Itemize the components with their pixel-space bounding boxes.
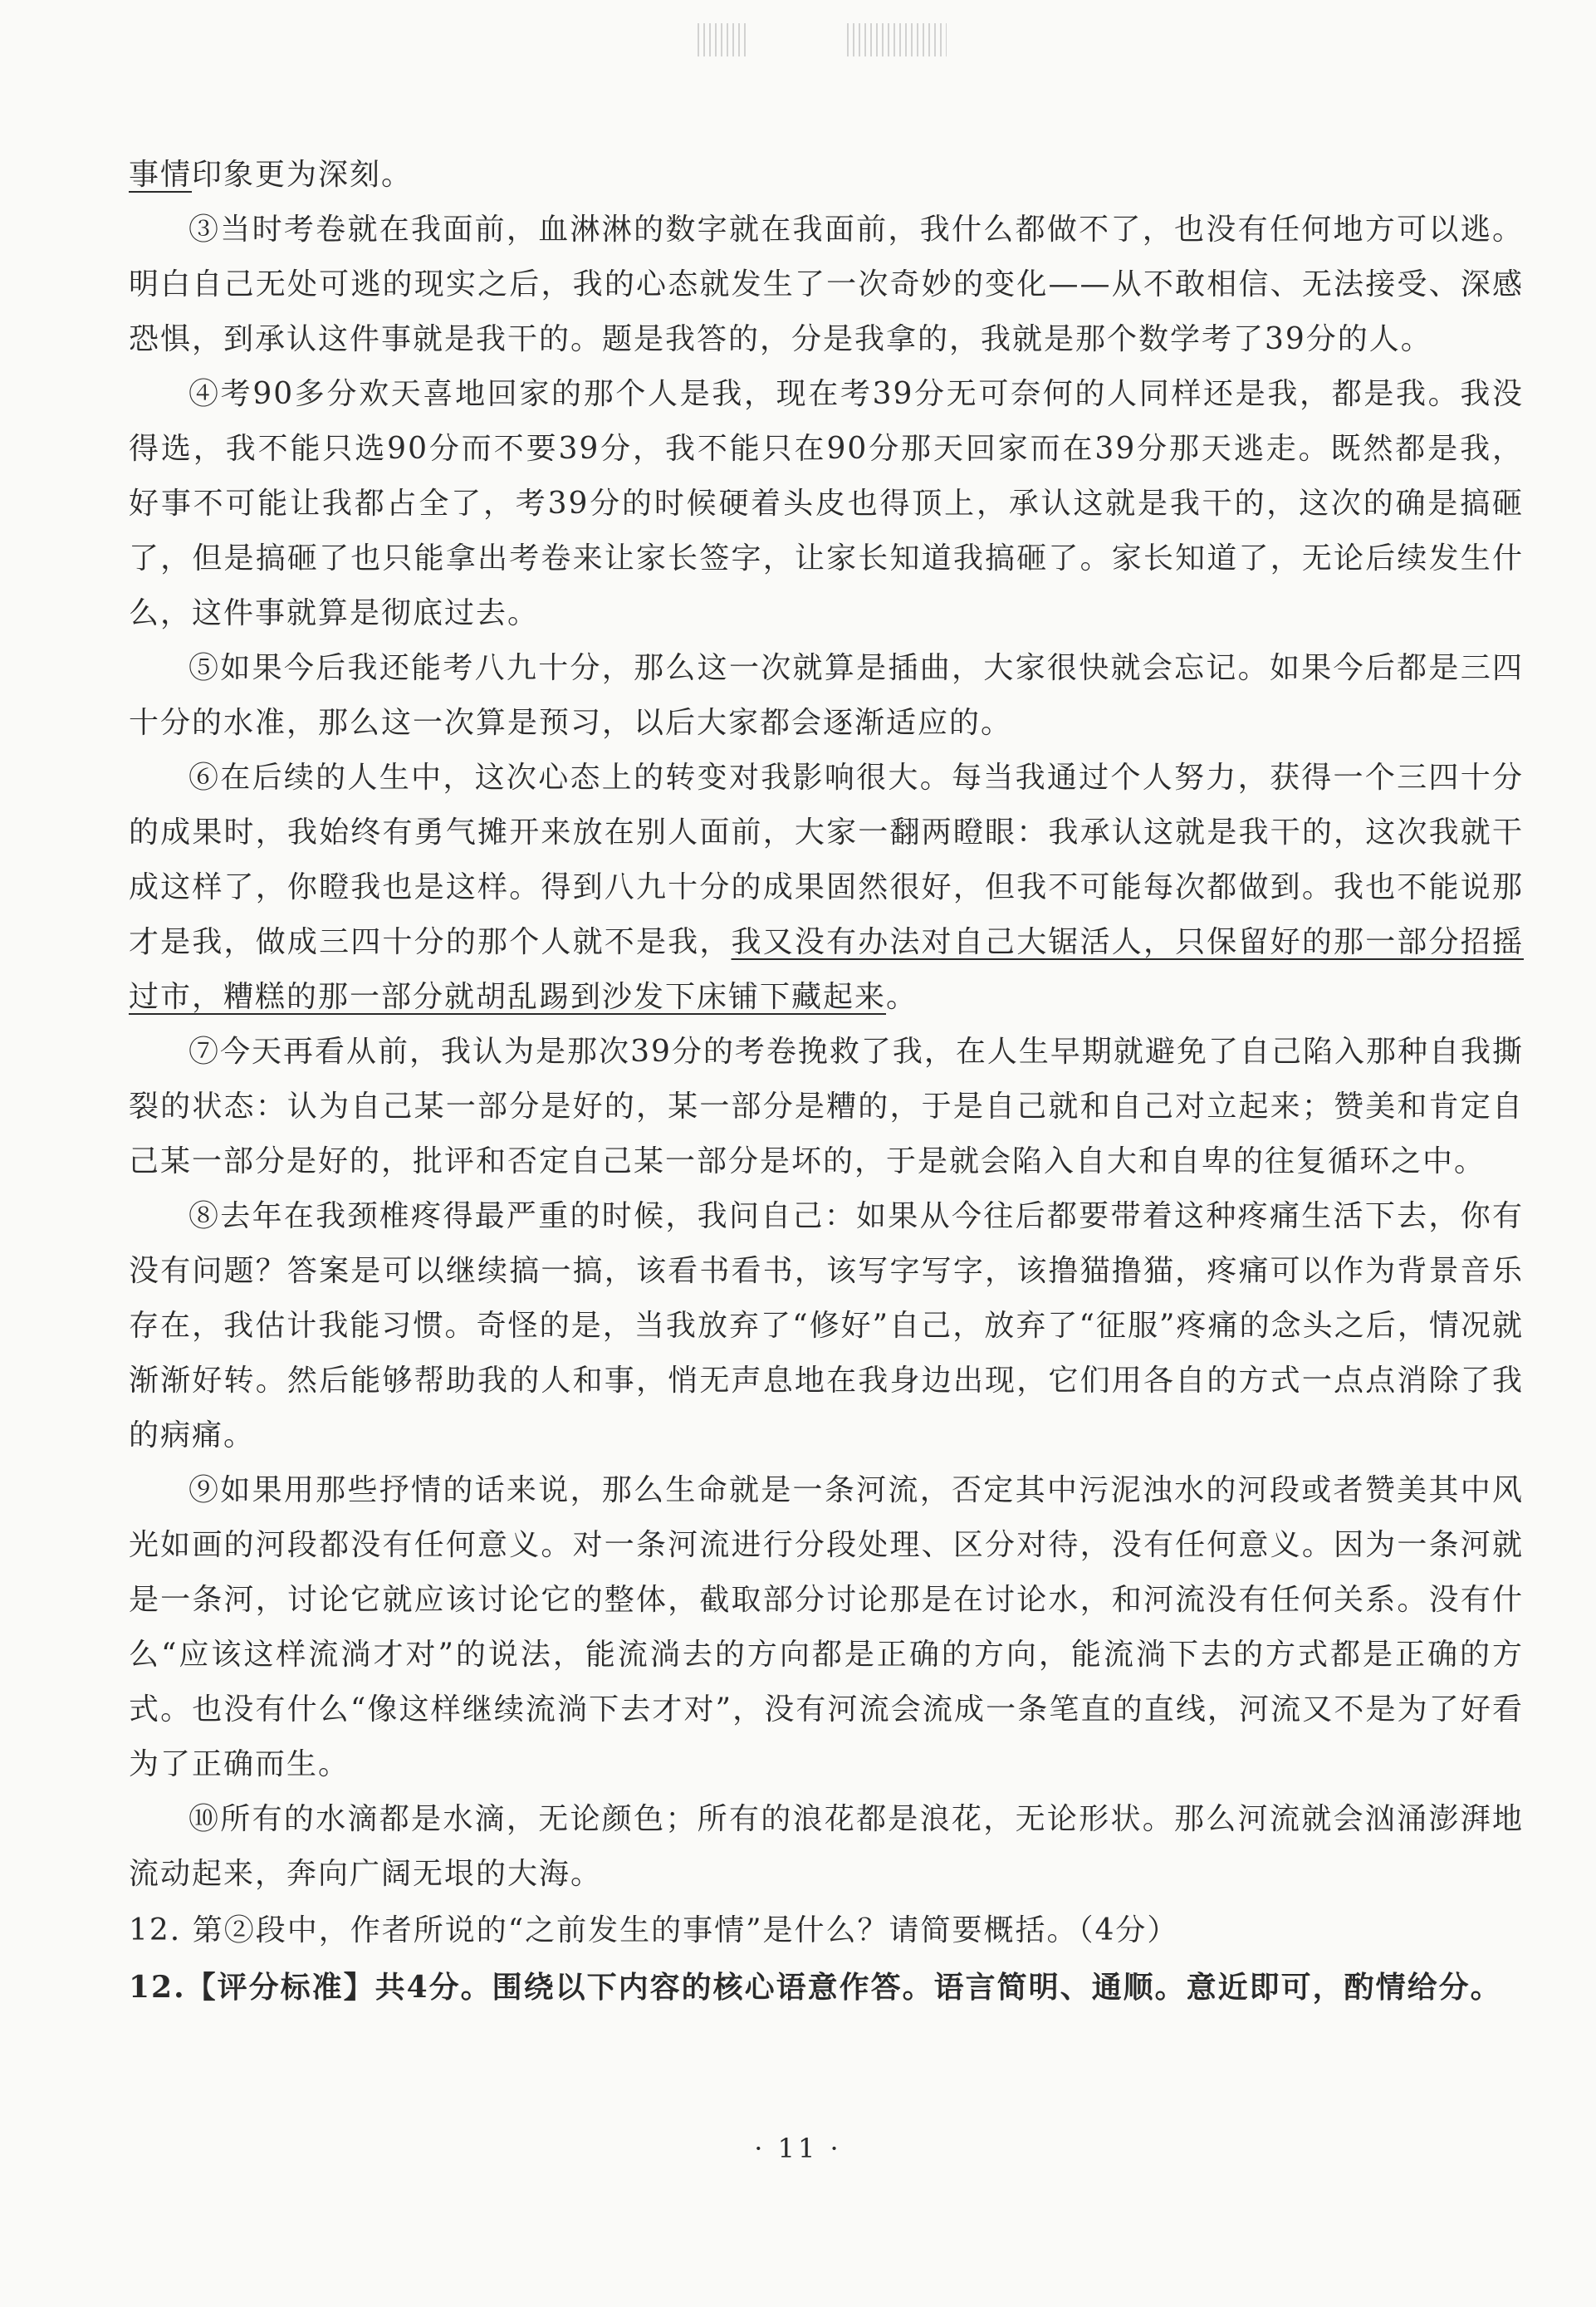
underlined-sentence: 我又没有办法对自己大锯活人，只保留好的那一部分招摇过市，糟糕的那一部分就胡乱踢到沙发下床铺下藏起来 <box>129 925 1524 1014</box>
paragraph-6 <box>129 751 1524 1025</box>
paragraph-continuation <box>129 148 1524 203</box>
paragraph-8: ⑧去年在我颈椎疼得最严重的时候，我问自己：如果从今往后都要带着这种疼痛生活下去，你有没有问题？答案是可以继续搞一搞，该看书看书，该写字写字，该撸猫撸猫，疼痛可以作为背景音乐存在，我估计我能习惯。奇怪的是，当我放弃了“修好”自己，放弃了“征服”疼痛的念头之后，情况就渐渐好转。然后能够帮助我的人和事，悄无声息地在我身边出现，它们用各自的方式一点点消除了我的病痛。 <box>129 1199 1524 1452</box>
paragraph-text: 印象更为深刻。 <box>192 158 414 192</box>
article-body <box>129 148 1524 2015</box>
scan-artifact <box>698 23 747 56</box>
paragraph-text: 。 <box>886 980 918 1014</box>
paragraph-5: ⑤如果今后我还能考八九十分，那么这一次就算是插曲，大家很快就会忘记。如果今后都是三四十分的水准，那么这一次算是预习，以后大家都会逐渐适应的。 <box>129 651 1524 740</box>
paragraph-9: ⑨如果用那些抒情的话来说，那么生命就是一条河流，否定其中污泥浊水的河段或者赞美其中风光如画的河段都没有任何意义。对一条河流进行分段处理、区分对待，没有任何意义。因为一条河就是一条河，讨论它就应该讨论它的整体，截取部分讨论那是在讨论水，和河流没有任何关系。没有什么“应该这样流淌才对”的说法，能流淌去的方向都是正确的方向，能流淌下去的方式都是正确的方式。也没有什么“像这样继续流淌下去才对”，没有河流会流成一条笔直的直线，河流又不是为了好看为了正确而生。 <box>129 1473 1524 1781</box>
underlined-fragment: 事情 <box>129 158 193 192</box>
paragraph-7: ⑦今天再看从前，我认为是那次39分的考卷挽救了我，在人生早期就避免了自己陷入那种自我撕裂的状态：认为自己某一部分是好的，某一部分是糟的，于是自己就和自己对立起来；赞美和肯定自己某一部分是好的，批评和否定自己某一部分是坏的，于是就会陷入自大和自卑的往复循环之中。 <box>129 1035 1524 1178</box>
paragraph-text: ⑥在后续的人生中，这次心态上的转变对我影响很大。每当我通过个人努力，获得一个三四十分的成果时，我始终有勇气摊开来放在别人面前，大家一翻两瞪眼：我承认这就是我干的，这次我就干成这样了，你瞪我也是这样。得到八九十分的成果固然很好，但我不可能每次都做到。我也不能说那才是我，做成三四十分的那个人就不是我， <box>129 761 1524 959</box>
paragraph-4: ④考90多分欢天喜地回家的那个人是我，现在考39分无可奈何的人同样还是我，都是我。我没得选，我不能只选90分而不要39分，我不能只在90分那天回家而在39分那天逃走。既然都是我，好事不可能让我都占全了，考39分的时候硬着头皮也得顶上，承认这就是我干的，这次的确是搞砸了，但是搞砸了也只能拿出考卷来让家长签字，让家长知道我搞砸了。家长知道了，无论后续发生什么，这件事就算是彻底过去。 <box>129 377 1524 630</box>
question-12: 12. 第②段中，作者所说的“之前发生的事情”是什么？请简要概括。（4分） <box>129 1913 1179 1947</box>
page-number: · 11 · <box>754 2133 842 2164</box>
answer-12-scoring: 12.【评分标准】共4分。围绕以下内容的核心语意作答。语言简明、通顺。意近即可，酌情给分。 <box>129 1970 1502 2005</box>
paragraph-3: ③当时考卷就在我面前，血淋淋的数字就在我面前，我什么都做不了，也没有任何地方可以逃。明白自己无处可逃的现实之后，我的心态就发生了一次奇妙的变化——从不敢相信、无法接受、深感恐惧，到承认这件事就是我干的。题是我答的，分是我拿的，我就是那个数学考了39分的人。 <box>129 213 1524 356</box>
paragraph-10: ⑩所有的水滴都是水滴，无论颜色；所有的浪花都是浪花，无论形状。那么河流就会汹涌澎湃地流动起来，奔向广阔无垠的大海。 <box>129 1802 1524 1891</box>
scan-artifact <box>847 23 947 56</box>
